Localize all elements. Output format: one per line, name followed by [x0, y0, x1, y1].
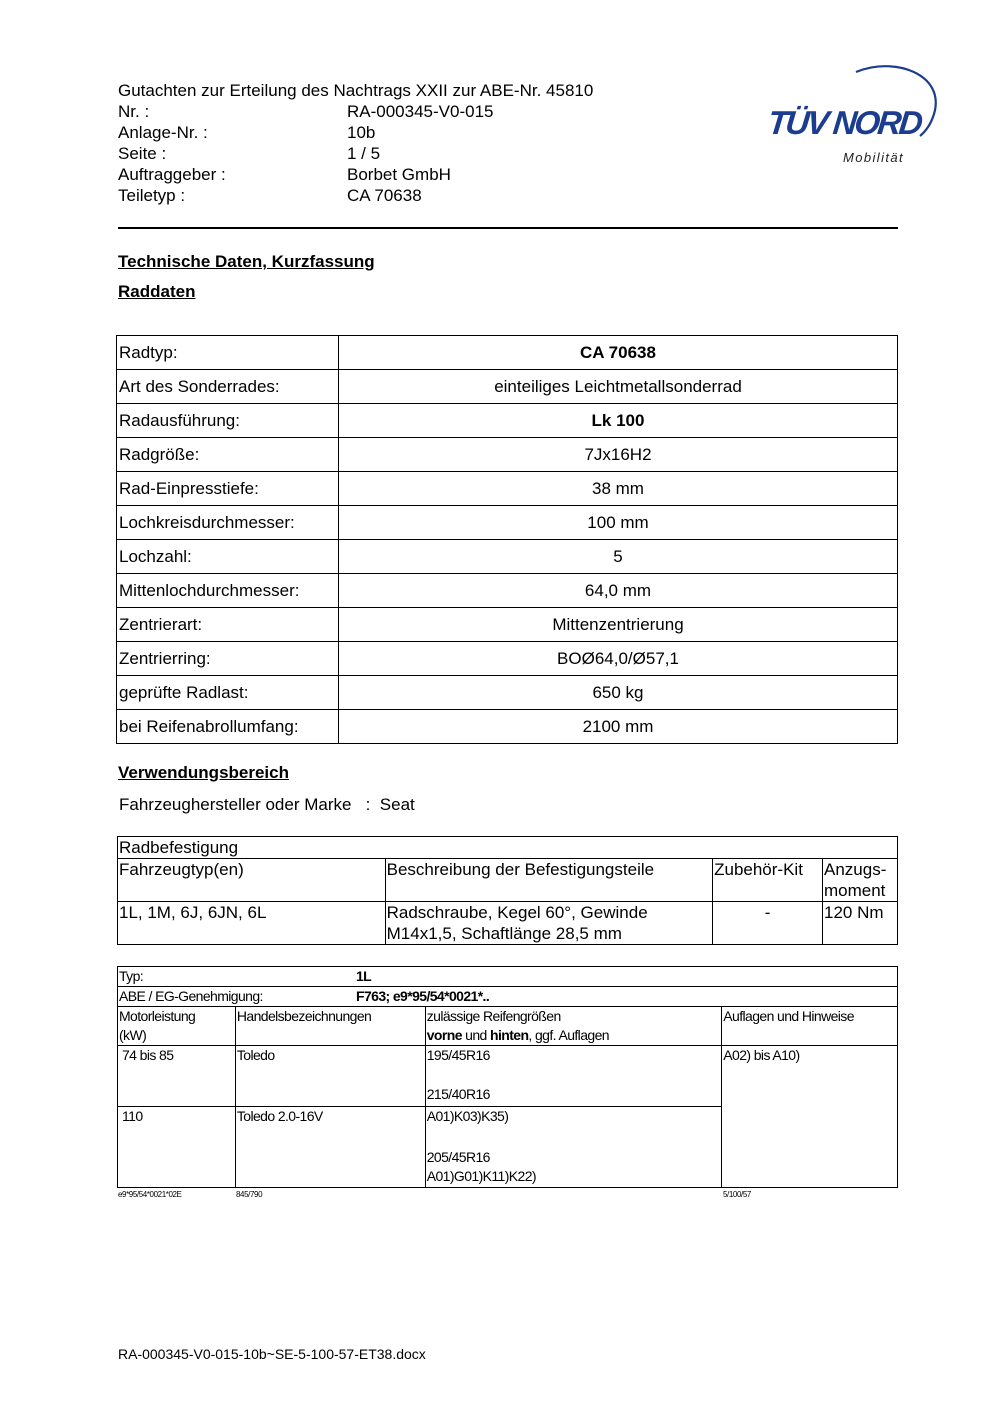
header-label: Seite :: [118, 144, 167, 163]
tuv-nord-logo: [764, 58, 944, 173]
raddaten-label: Zentrierart:: [117, 608, 339, 642]
fine-print-mid: 845/790: [236, 1190, 263, 1199]
auflagen-cell: A02) bis A10): [722, 1046, 898, 1188]
table-header-row: [118, 859, 898, 902]
logo-subtitle: Mobilität: [843, 150, 905, 165]
anzugsmoment-cell: 120 Nm: [823, 902, 898, 945]
table-row: [118, 1046, 898, 1107]
column-header: Handelsbezeichnungen: [235, 1007, 425, 1046]
reifen-cell: [425, 1046, 722, 1107]
abe-row: [118, 987, 898, 1007]
document-title: Gutachten zur Erteilung des Nachtrags XXII zur ABE-Nr. 45810: [118, 81, 594, 100]
header-row-nr: [118, 101, 593, 122]
befestigung-line: Radschraube, Kegel 60°, Gewinde: [386, 903, 648, 922]
abe-value: F763; e9*95/54*0021*..: [356, 988, 490, 1004]
raddaten-value: CA 70638: [339, 336, 898, 370]
reifen-line: A01)K03)K35): [426, 1108, 509, 1124]
table-row: [117, 608, 898, 642]
table-row: [117, 574, 898, 608]
fahrzeughersteller-line: Fahrzeughersteller oder Marke : Seat: [119, 795, 415, 814]
column-header: Beschreibung der Befestigungsteile: [385, 859, 712, 902]
column-header: [425, 1007, 722, 1046]
table-row: [117, 540, 898, 574]
raddaten-table: [116, 335, 898, 744]
raddaten-value: 100 mm: [339, 506, 898, 540]
section-raddaten: Raddaten: [118, 282, 196, 301]
radbefestigung-table: [117, 836, 898, 945]
table-row: [117, 642, 898, 676]
column-header-line: zulässige Reifengrößen: [426, 1008, 561, 1024]
table-row: [117, 472, 898, 506]
column-header: [118, 1007, 236, 1046]
header-value: CA 70638: [347, 186, 422, 205]
befestigung-line: M14x1,5, Schaftlänge 28,5 mm: [386, 924, 622, 943]
header-divider: [118, 227, 898, 229]
table-row: [117, 710, 898, 744]
column-header-line: moment: [824, 881, 886, 900]
header-label: Auftraggeber :: [118, 165, 226, 184]
table-row: [118, 987, 898, 1007]
header-value: RA-000345-V0-015: [347, 102, 494, 121]
raddaten-value: 5: [339, 540, 898, 574]
abe-label: ABE / EG-Genehmigung:: [119, 988, 263, 1004]
raddaten-label: Rad-Einpresstiefe:: [117, 472, 339, 506]
table-header-row: [118, 1007, 898, 1046]
raddaten-value: 2100 mm: [339, 710, 898, 744]
raddaten-label: Radgröße:: [117, 438, 339, 472]
auflagen-suffix: , ggf. Auflagen: [528, 1027, 609, 1043]
handelsbezeichnung-cell: Toledo 2.0-16V: [235, 1107, 425, 1188]
table-row: [117, 370, 898, 404]
raddaten-value: Lk 100: [339, 404, 898, 438]
logo-wordmark: TÜV NORD: [766, 104, 923, 141]
table-row: [118, 837, 898, 859]
raddaten-label: bei Reifenabrollumfang:: [117, 710, 339, 744]
typ-row: [118, 967, 898, 987]
raddaten-label: Lochkreisdurchmesser:: [117, 506, 339, 540]
header-label: Teiletyp :: [118, 186, 186, 205]
table-row: [117, 506, 898, 540]
header-value: Borbet GmbH: [347, 165, 451, 184]
befestigung-cell: [385, 902, 712, 945]
table-row: [117, 676, 898, 710]
column-header: [823, 859, 898, 902]
raddaten-label: Zentrierring:: [117, 642, 339, 676]
motorleistung-cell: 110: [118, 1107, 236, 1188]
raddaten-value: 650 kg: [339, 676, 898, 710]
raddaten-value: Mittenzentrierung: [339, 608, 898, 642]
document-footer-filename: RA-000345-V0-015-10b~SE-5-100-57-ET38.docx: [118, 1346, 426, 1362]
reifen-cell: [425, 1107, 722, 1188]
und-label: und: [461, 1027, 491, 1043]
reifen-line: A01)G01)K11)K22): [426, 1168, 536, 1184]
motorleistung-cell: 74 bis 85: [118, 1046, 236, 1107]
zubehoer-kit-cell: -: [713, 902, 823, 945]
typ-table: [117, 966, 898, 1188]
column-header-line: (kW): [119, 1027, 147, 1043]
column-header: Fahrzeugtyp(en): [118, 859, 386, 902]
column-header: Auflagen und Hinweise: [722, 1007, 898, 1046]
header-label: Nr. :: [118, 102, 150, 121]
column-header-line: Anzugs-: [824, 860, 887, 879]
reifen-line: 215/40R16: [426, 1086, 490, 1102]
fahrzeugtypen-cell: 1L, 1M, 6J, 6JN, 6L: [118, 902, 386, 945]
raddaten-label: geprüfte Radlast:: [117, 676, 339, 710]
spacer: [427, 1126, 721, 1148]
fine-print-right: 5/100/57: [723, 1190, 751, 1199]
section-technische-daten: Technische Daten, Kurzfassung: [118, 252, 375, 271]
column-header-line: Motorleistung: [119, 1008, 196, 1024]
spacer: [427, 1065, 721, 1085]
reifen-line: 195/45R16: [426, 1047, 490, 1063]
raddaten-value: 38 mm: [339, 472, 898, 506]
raddaten-label: Radausführung:: [117, 404, 339, 438]
raddaten-label: Mittenlochdurchmesser:: [117, 574, 339, 608]
header-row-anlage: [118, 122, 593, 143]
raddaten-value: 64,0 mm: [339, 574, 898, 608]
header-value: 10b: [347, 123, 376, 142]
raddaten-label: Radtyp:: [117, 336, 339, 370]
header-label: Anlage-Nr. :: [118, 123, 208, 142]
reifen-line: 205/45R16: [426, 1149, 490, 1165]
typ-label: Typ:: [119, 968, 144, 984]
header-row-seite: [118, 143, 593, 164]
typ-value: 1L: [356, 968, 372, 984]
raddaten-value: BOØ64,0/Ø57,1: [339, 642, 898, 676]
column-header-line: [427, 1026, 721, 1045]
column-header: Zubehör-Kit: [713, 859, 823, 902]
table-row: [117, 438, 898, 472]
section-verwendungsbereich: Verwendungsbereich: [118, 763, 289, 782]
radbefestigung-title: Radbefestigung: [118, 837, 898, 859]
raddaten-label: Lochzahl:: [117, 540, 339, 574]
header-row-teiletyp: [118, 185, 593, 206]
document-header: [118, 80, 593, 206]
table-row: [118, 967, 898, 987]
header-row-auftraggeber: [118, 164, 593, 185]
header-value: 1 / 5: [347, 144, 381, 163]
vorne-label: vorne: [426, 1027, 462, 1043]
hinten-label: hinten: [490, 1027, 529, 1043]
raddaten-value: einteiliges Leichtmetallsonderrad: [339, 370, 898, 404]
raddaten-label: Art des Sonderrades:: [117, 370, 339, 404]
handelsbezeichnung-cell: Toledo: [235, 1046, 425, 1107]
table-row: [117, 404, 898, 438]
table-row: [118, 902, 898, 945]
raddaten-value: 7Jx16H2: [339, 438, 898, 472]
table-row: [117, 336, 898, 370]
fine-print-left: e9*95/54*0021*02E: [118, 1190, 182, 1199]
